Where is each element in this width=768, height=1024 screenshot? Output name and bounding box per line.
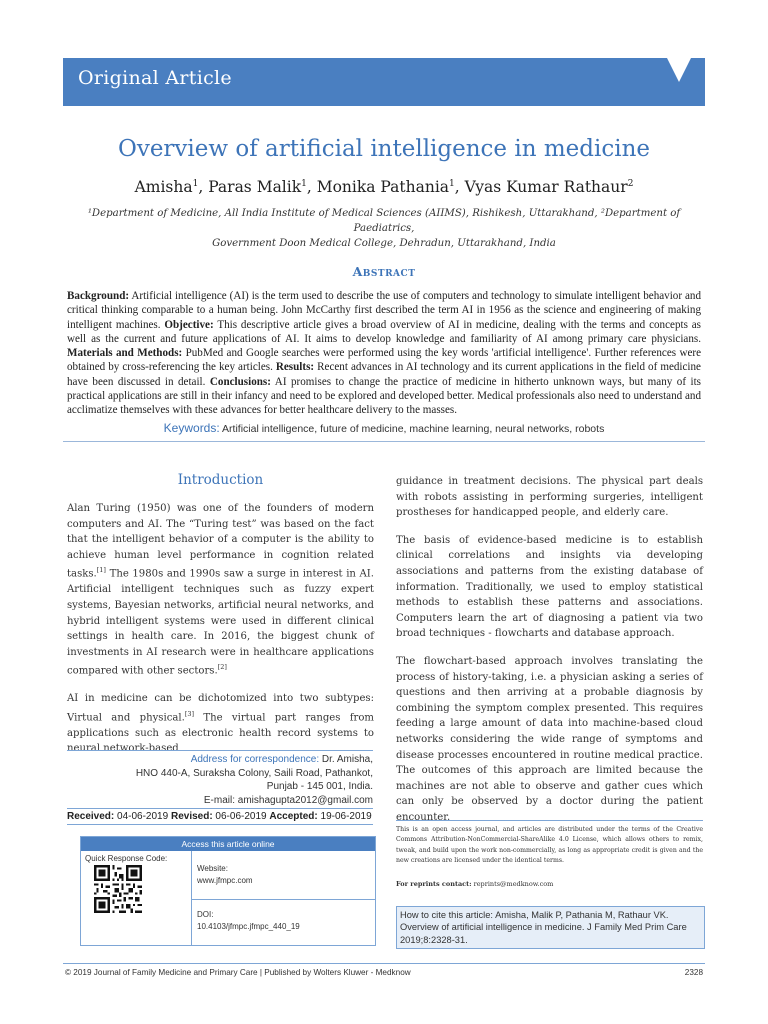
- website-link[interactable]: www.jfmpc.com: [197, 875, 253, 885]
- paragraph: [67, 691, 374, 757]
- access-heading: Access this article online: [81, 837, 375, 851]
- paragraph: guidance in treatment decisions. The physical part deals with robots assisting in performing surgeries, intelligent prostheses for handicapped people, and elderly care.: [396, 476, 703, 519]
- abstract-text: [67, 289, 701, 418]
- abstract-label: Conclusions:: [209, 375, 271, 388]
- accepted-label: Accepted:: [269, 811, 318, 822]
- abstract-results: Recent advances in AI technology and its current applications in the field of medicine have been discussed in detail.: [67, 361, 701, 388]
- abstract-label: Background:: [67, 290, 130, 302]
- abstract-objective: This descriptive article gives a broad overview of AI in medicine, dealing with the terms and concepts as well as the current and future applications of AI. It aims to develop knowledge and familiarity of AI among primary care physicians.: [67, 318, 701, 345]
- footer-divider: [63, 963, 705, 964]
- keywords-label: Keywords:: [163, 421, 220, 435]
- article-title: Overview of artificial intelligence in medicine: [117, 136, 651, 162]
- abstract-conclusions: AI promises to change the practice of medicine in hitherto unknown ways, but many of its practical applications are still in their infancy and need to be explored and developed better. Medical professionals also need to understand and acclimatize themselves with these advances for better healthcare delivery to the masses.: [67, 375, 701, 417]
- affiliations: [64, 206, 704, 251]
- author-name: Vyas Kumar Rathaur: [464, 178, 628, 196]
- paragraph-text: AI in medicine can be dichotomized into two subtypes: Virtual and physical.: [67, 693, 374, 724]
- author-name: Amisha: [134, 178, 193, 196]
- reprints-email[interactable]: reprints@medknow.com: [471, 880, 554, 888]
- author-separator: ,: [454, 178, 465, 196]
- keywords: [0, 421, 768, 435]
- author-name: Monika Pathania: [316, 178, 450, 196]
- paragraph: The flowchart-based approach involves translating the process of history-taking, i.e. a physician asking a series of questions and then arriving at a probable diagnosis by combining the symptom complex presented. This requires feeding a large amount of data into machine-based cloud networks considering the wide range of symptoms and disease processes encountered in routine medical practice. The outcomes of this approach are limited because the machines are not able to observe and gather cues which can only be observed by a doctor during the patient encounter.: [396, 655, 703, 823]
- accepted-date: 19-06-2019: [317, 811, 372, 822]
- paragraph-text: The virtual part ranges from applications such as electronic health record systems to neural network-based: [67, 712, 375, 755]
- access-online-box: [80, 836, 376, 946]
- affiliation-line: ¹Department of Medicine, All India Institute of Medical Sciences (AIIMS), Rishikesh, Uttarakhand, ²Department of Paediatrics,: [87, 208, 681, 234]
- received-date: 04-06-2019: [114, 811, 171, 822]
- author-name: Paras Malik: [208, 178, 302, 196]
- banner-chevron-icon: [653, 58, 705, 106]
- citation-ref[interactable]: [1]: [96, 566, 106, 575]
- doi-cell: [191, 899, 375, 945]
- article-type-label: Original Article: [78, 67, 232, 89]
- article-type-banner: [63, 58, 705, 106]
- revised-label: Revised:: [170, 811, 213, 822]
- doi-label: DOI:: [197, 910, 214, 919]
- paragraph-text: Alan Turing (1950) was one of the founders of modern computers and AI. The “Turing test” was based on the fact that the intelligent behavior of a computer is the ability to achieve human level performance in cognition related tasks.: [67, 503, 374, 580]
- qr-label: Quick Response Code:: [85, 854, 168, 863]
- section-divider: [63, 441, 705, 442]
- paragraph-text: The 1980s and 1990s saw a surge in interest in AI. Artificial intelligent techniques such as fuzzy expert systems, Bayesian networks, artificial neural networks, and hybrid intelligent systems were used in different clinical settings in health care. In 2016, the biggest chunk of investments in AI research were in healthcare applications compared with other sectors.: [67, 568, 374, 677]
- correspondence-box: [67, 750, 373, 807]
- author-affil-mark: 1: [301, 178, 307, 189]
- citation-ref[interactable]: [3]: [184, 709, 195, 718]
- abstract-heading: Abstract: [352, 264, 416, 279]
- right-column: [396, 474, 703, 837]
- reprints-contact: [396, 880, 553, 888]
- affiliation-line: Government Doon Medical College, Dehradun, Uttarakhand, India: [212, 238, 556, 249]
- abstract-label: Objective:: [164, 318, 214, 331]
- left-column: [67, 501, 374, 769]
- page-number: 2328: [684, 968, 703, 977]
- author-affil-mark: 1: [192, 178, 199, 189]
- abstract-methods: PubMed and Google searches were performed using the key words 'artificial intelligence'. Further references were obtained by cross-referencing the key articles.: [67, 347, 701, 374]
- introduction-heading: Introduction: [177, 472, 264, 488]
- received-label: Received:: [67, 811, 115, 822]
- doi-link[interactable]: 10.4103/jfmpc.jfmpc_440_19: [197, 921, 300, 931]
- correspondence-address: HNO 440-A, Suraksha Colony, Saili Road, Pathankot,: [135, 767, 373, 779]
- paragraph: The basis of evidence-based medicine is to establish clinical correlations and insights via developing associations and patterns from the existing database of information. Traditionally, we used to employ statistical methods to establish these patterns and associations. Computers learn the art of diagnosing a patient via two broad techniques - flowcharts and database approach.: [396, 534, 703, 640]
- author-separator: ,: [306, 178, 317, 196]
- citation-box: How to cite this article: Amisha, Malik P, Pathania M, Rathaur VK. Overview of artificial intelligence in medicine. J Family Med Prim Care 2019;8:2328-31.: [396, 906, 705, 949]
- correspondence-label: Address for correspondence:: [190, 754, 320, 765]
- keywords-text: Artificial intelligence, future of medicine, machine learning, neural networks, robots: [219, 423, 605, 435]
- license-notice: This is an open access journal, and articles are distributed under the terms of the Creative Commons Attribution-NonCommercial-ShareAlike 4.0 License, which allows others to remix, tweak, and build upon the work non-commercially, as long as appropriate credit is given and the new creations are licensed under the identical terms.: [396, 820, 703, 867]
- citation-ref[interactable]: [2]: [217, 663, 227, 672]
- revised-date: 06-06-2019: [212, 811, 270, 822]
- abstract-background: Artificial intelligence (AI) is the term used to describe the use of computers and technology to simulate intelligent behavior and critical thinking comparable to a human being. John McCarthy first described the term AI in 1956 as the science and engineering of making intelligent machines.: [67, 290, 701, 331]
- footer-copyright: © 2019 Journal of Family Medicine and Primary Care | Published by Wolters Kluwer - Medknow: [65, 968, 411, 977]
- correspondence-email[interactable]: E-mail: amishagupta2012@gmail.com: [203, 794, 373, 806]
- reprints-label: For reprints contact:: [396, 880, 472, 888]
- author-separator: ,: [198, 178, 209, 196]
- paragraph: [67, 501, 374, 679]
- qr-cell: [81, 851, 192, 945]
- website-cell: [191, 851, 375, 900]
- abstract-label: Results:: [275, 361, 315, 374]
- author-list: [0, 178, 768, 196]
- correspondence-address: Punjab - 145 001, India.: [266, 781, 373, 793]
- website-label: Website:: [197, 864, 228, 873]
- author-affil-mark: 2: [627, 178, 634, 189]
- abstract-label: Materials and Methods:: [67, 347, 183, 360]
- correspondence-name: Dr. Amisha,: [319, 754, 373, 765]
- article-dates: [67, 808, 373, 825]
- qr-code-icon[interactable]: [94, 865, 142, 913]
- author-affil-mark: 1: [449, 178, 455, 189]
